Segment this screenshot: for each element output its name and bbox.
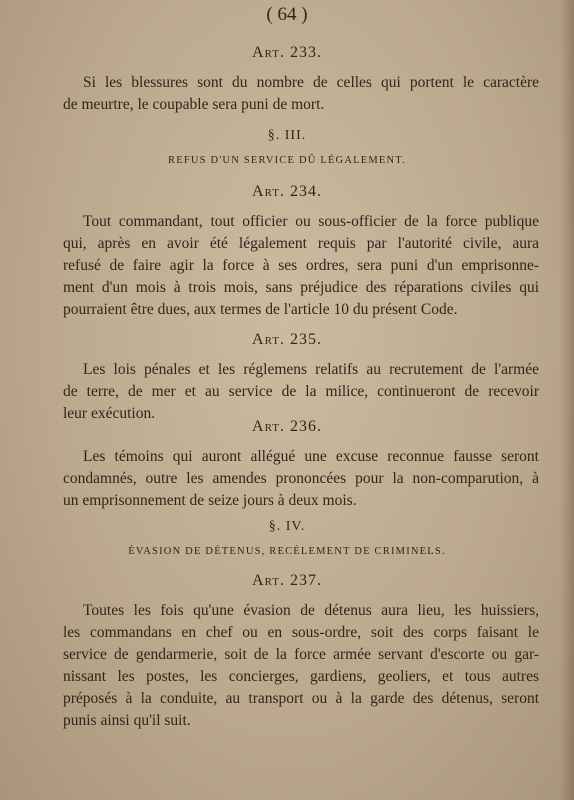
- section-number: §. IV.: [268, 519, 306, 534]
- text-line: refusé de faire agir la force à ses ordres, sera puni d'un emprisonne-: [63, 257, 539, 274]
- article-heading: Art. 234.: [252, 183, 322, 200]
- text-line: punis ainsi qu'il suit.: [63, 712, 191, 729]
- text-line: un emprisonnement de seize jours à deux mois.: [63, 492, 357, 509]
- text-line: Si les blessures sont du nombre de celles qui portent le caractère: [83, 74, 539, 91]
- text-line: qui, après en avoir été légalement requis par l'autorité civile, aura: [63, 235, 539, 252]
- page-number: ( 64 ): [266, 4, 308, 25]
- text-line: nissant les postes, les concierges, gardiens, geoliers, et tous autres: [63, 668, 539, 685]
- article-heading: Art. 233.: [252, 44, 322, 61]
- text-line: Toutes les fois qu'une évasion de détenus aura lieu, les huissiers,: [83, 602, 539, 619]
- text-line: de meurtre, le coupable sera puni de mort.: [63, 96, 325, 113]
- text-line: leur exécution.: [63, 405, 156, 422]
- section-title: REFUS D'UN SERVICE DÛ LÉGALEMENT.: [168, 155, 406, 166]
- article-heading: Art. 237.: [252, 572, 322, 589]
- section-title: ÉVASION DE DÉTENUS, RECÉLEMENT DE CRIMINELS.: [128, 546, 446, 557]
- text-line: condamnés, outre les amendes prononcées pour la non-comparution, à: [63, 470, 539, 487]
- text-line: les commandans en chef ou en sous-ordre, soit des corps faisant le: [63, 624, 539, 641]
- text-line: service de gendarmerie, soit de la force armée servant d'escorte ou gar-: [63, 646, 539, 663]
- text-line: pourraient être dues, aux termes de l'article 10 du présent Code.: [63, 301, 458, 318]
- section-number: §. III.: [267, 128, 307, 143]
- text-line: Les témoins qui auront allégué une excuse reconnue fausse seront: [83, 448, 539, 465]
- text-line: Les lois pénales et les réglemens relatifs au recrutement de l'armée: [83, 361, 539, 378]
- text-line: Tout commandant, tout officier ou sous-officier de la force publique: [83, 213, 539, 230]
- page-edge-shadow: [560, 0, 574, 800]
- article-heading: Art. 236.: [252, 418, 322, 435]
- text-line: ment d'un mois à trois mois, sans préjudice des réparations civiles qui: [63, 279, 539, 296]
- article-heading: Art. 235.: [252, 331, 322, 348]
- text-line: préposés à la conduite, au transport ou à la garde des détenus, seront: [63, 690, 539, 707]
- text-line: de terre, de mer et au service de la milice, continueront de recevoir: [63, 383, 539, 400]
